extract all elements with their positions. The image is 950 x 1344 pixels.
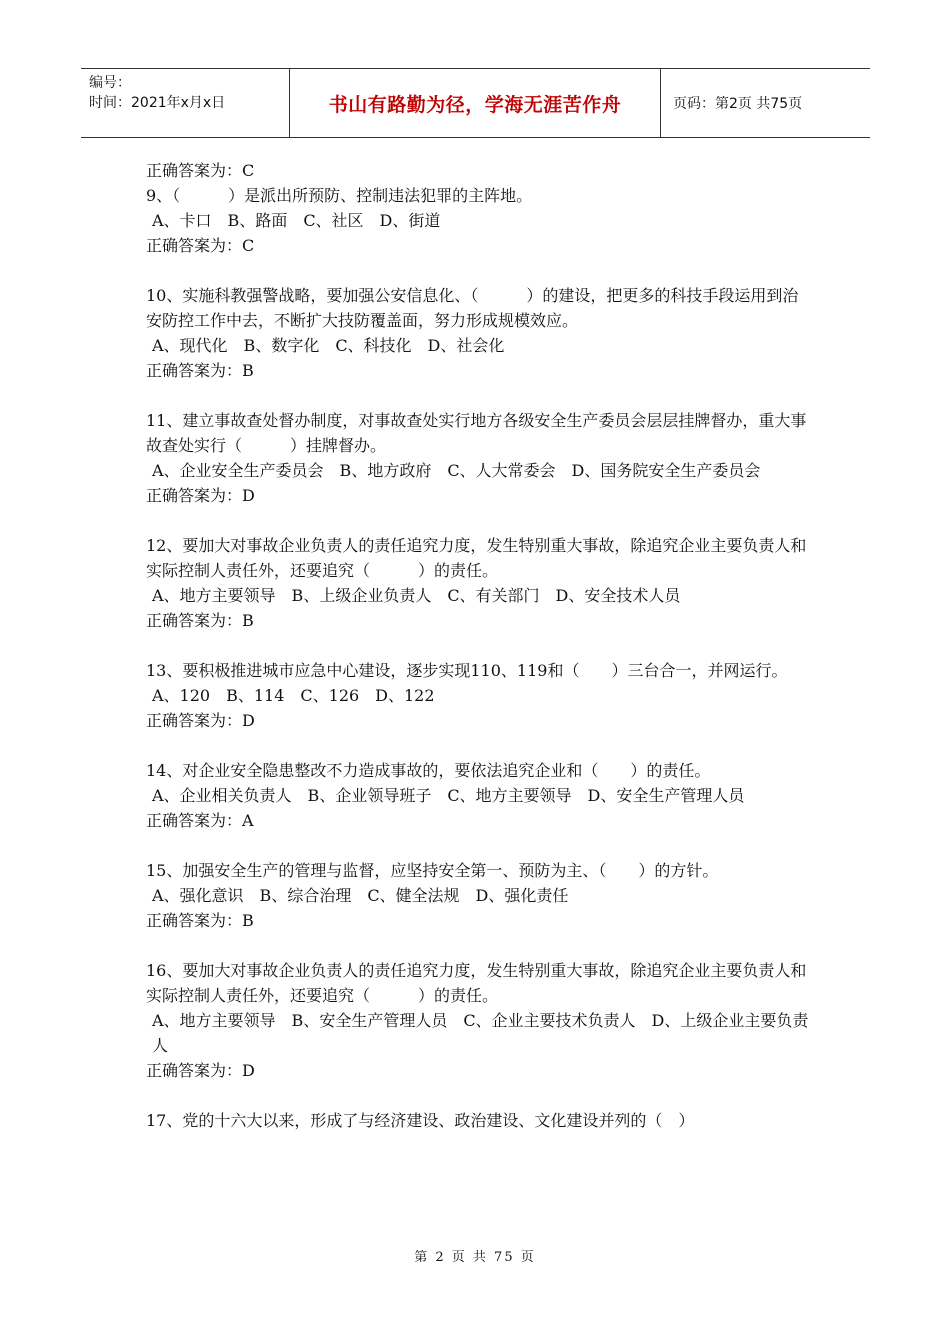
question-item bbox=[146, 958, 810, 1083]
question-item bbox=[146, 183, 810, 258]
header-page-info: 页码：第2页 共75页 bbox=[673, 96, 803, 112]
question-text: 15、加强安全生产的管理与监督，应坚持安全第一、预防为主、（ ）的方针。 bbox=[146, 861, 719, 880]
answer-text: 正确答案为：D bbox=[146, 486, 255, 505]
question-options: A、地方主要领导 B、上级企业负责人 C、有关部门 D、安全技术人员 bbox=[152, 586, 681, 605]
header-meta bbox=[81, 69, 289, 137]
question-item bbox=[146, 758, 810, 833]
question-text: 12、要加大对事故企业负责人的责任追究力度，发生特别重大事故，除追究企业主要负责人和实际控制人责任外，还要追究（ ）的责任。 bbox=[146, 536, 807, 580]
question-options: A、地方主要领导 B、安全生产管理人员 C、企业主要技术负责人 D、上级企业主要负责人 bbox=[152, 1011, 809, 1055]
answer-text: 正确答案为：B bbox=[146, 611, 254, 630]
question-options: A、卡口 B、路面 C、社区 D、街道 bbox=[152, 211, 441, 230]
question-text: 17、党的十六大以来，形成了与经济建设、政治建设、文化建设并列的（ ） bbox=[146, 1111, 695, 1130]
question-options: A、120 B、114 C、126 D、122 bbox=[152, 686, 435, 705]
question-item bbox=[146, 283, 810, 383]
page-footer: 第 2 页 共 75 页 bbox=[414, 1250, 536, 1265]
question-options: A、企业相关负责人 B、企业领导班子 C、地方主要领导 D、安全生产管理人员 bbox=[152, 786, 745, 805]
question-options: A、强化意识 B、综合治理 C、健全法规 D、强化责任 bbox=[152, 886, 569, 905]
question-options: A、企业安全生产委员会 B、地方政府 C、人大常委会 D、国务院安全生产委员会 bbox=[152, 461, 761, 480]
document-number-label: 编号： bbox=[89, 75, 131, 91]
question-text: 10、实施科教强警战略，要加强公安信息化、（ ）的建设，把更多的科技手段运用到治安防控工作中去，不断扩大技防覆盖面，努力形成规模效应。 bbox=[146, 286, 799, 330]
answer-text: 正确答案为：D bbox=[146, 1061, 255, 1080]
header-motto: 书山有路勤为径，学海无涯苦作舟 bbox=[289, 69, 661, 137]
question-text: 13、要积极推进城市应急中心建设，逐步实现110、119和（ ）三台合一，并网运行。 bbox=[146, 661, 788, 680]
question-item bbox=[146, 533, 810, 633]
answer-text: 正确答案为：A bbox=[146, 811, 254, 830]
question-item bbox=[146, 1108, 810, 1133]
question-list bbox=[146, 158, 810, 1158]
question-text: 9、（ ）是派出所预防、控制违法犯罪的主阵地。 bbox=[146, 186, 533, 205]
answer-text: 正确答案为：B bbox=[146, 361, 254, 380]
previous-answer-block bbox=[146, 158, 810, 183]
answer-text: 正确答案为：C bbox=[146, 161, 255, 180]
document-date: 时间：2021年x月x日 bbox=[89, 95, 226, 111]
question-item bbox=[146, 408, 810, 508]
answer-text: 正确答案为：C bbox=[146, 236, 255, 255]
question-text: 14、对企业安全隐患整改不力造成事故的，要依法追究企业和（ ）的责任。 bbox=[146, 761, 711, 780]
question-item bbox=[146, 858, 810, 933]
page-header bbox=[81, 68, 870, 138]
answer-text: 正确答案为：B bbox=[146, 911, 254, 930]
question-item bbox=[146, 658, 810, 733]
question-text: 11、建立事故查处督办制度，对事故查处实行地方各级安全生产委员会层层挂牌督办，重大事故查处实行（ ）挂牌督办。 bbox=[146, 411, 807, 455]
question-options: A、现代化 B、数字化 C、科技化 D、社会化 bbox=[152, 336, 505, 355]
question-text: 16、要加大对事故企业负责人的责任追究力度，发生特别重大事故，除追究企业主要负责人和实际控制人责任外，还要追究（ ）的责任。 bbox=[146, 961, 807, 1005]
answer-text: 正确答案为：D bbox=[146, 711, 255, 730]
